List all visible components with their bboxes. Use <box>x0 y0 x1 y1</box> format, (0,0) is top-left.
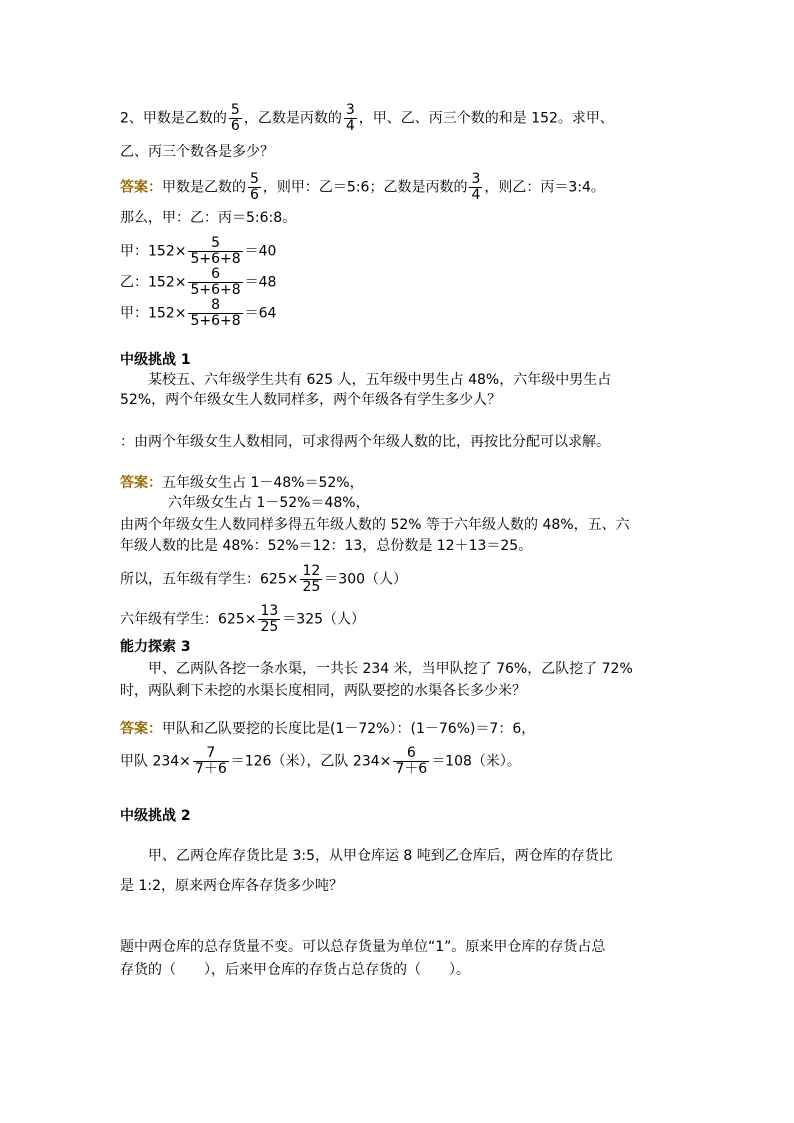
fraction <box>193 746 229 777</box>
numerator: 7 <box>193 746 229 762</box>
fraction <box>300 564 322 595</box>
answer-label: 答案： <box>120 721 162 737</box>
denominator: 7＋6 <box>194 761 227 777</box>
denominator: 4 <box>471 187 481 203</box>
numerator: 13 <box>260 603 279 619</box>
numerator: 5 <box>188 236 242 252</box>
q2-line1 <box>120 103 614 134</box>
fraction <box>393 746 429 777</box>
answer-text: 五年级女生占 1－48%＝52%， <box>162 475 364 491</box>
denominator: 5+6+8 <box>190 251 241 267</box>
s1-answer-line3: 由两个年级女生人数同样多得五年级人数的 52% 等于六年级人数的 48%，五、六 <box>120 517 630 533</box>
answer-label: 答案： <box>120 475 162 491</box>
fraction <box>188 298 242 329</box>
result-prefix: 六年级有学生：625× <box>120 611 257 628</box>
calc-result: ＝64 <box>244 305 277 322</box>
s1-problem-line1: 某校五、六年级学生共有 625 人，五年级中男生占 48%，六年级中男生占 <box>148 372 612 388</box>
answer-text-a: 甲数是乙数的 <box>162 179 246 196</box>
result-value: ＝300（人） <box>324 571 408 588</box>
numerator: 3 <box>471 171 481 187</box>
s1-result-line1 <box>120 564 407 595</box>
result-prefix: 所以，五年级有学生：625× <box>120 571 299 588</box>
s1-problem-line2: 52%，两个年级女生人数同样多，两个年级各有学生多少人？ <box>120 392 502 408</box>
numerator: 6 <box>393 746 429 762</box>
numerator: 6 <box>188 267 242 283</box>
q2-answer-line <box>120 172 605 203</box>
q2-ratio-line: 那么，甲：乙：丙＝5:6:8。 <box>120 210 297 226</box>
numerator: 3 <box>345 102 355 118</box>
fraction <box>188 236 242 267</box>
denominator: 6 <box>230 118 240 134</box>
numerator: 8 <box>188 298 242 314</box>
calc-middle: ＝126（米），乙队 234× <box>230 753 392 770</box>
section-title: 中级挑战 1 <box>120 352 191 368</box>
section-title: 中级挑战 2 <box>120 808 191 824</box>
q2-text-c: ，甲、乙、丙三个数的和是 152。求甲、 <box>358 110 614 127</box>
s2-problem-line1: 甲、乙两队各挖一条水渠，一共长 234 米，当甲队挖了 76%，乙队挖了 72% <box>148 661 633 677</box>
fraction <box>469 172 482 203</box>
q2-line2: 乙、丙三个数各是多少？ <box>120 144 274 160</box>
s2-answer-line2 <box>120 746 521 777</box>
calc-prefix: 甲：152× <box>120 243 187 260</box>
answer-text: 甲队和乙队要挖的长度比是(1－72%）：(1－76%)＝7：6， <box>162 721 536 737</box>
q2-calc-row <box>120 236 276 267</box>
calc-result: ＝48 <box>244 274 277 291</box>
s1-answer-line4: 年级人数的比是 48%：52%＝12：13，总份数是 12＋13＝25。 <box>120 538 533 554</box>
s3-problem-line2: 是 1:2，原来两仓库各存货多少吨？ <box>120 878 343 894</box>
denominator: 5+6+8 <box>190 282 241 298</box>
result-value: ＝325（人） <box>282 611 366 628</box>
numerator: 5 <box>230 102 240 118</box>
s1-result-line2 <box>120 604 365 635</box>
fraction <box>248 172 261 203</box>
calc-prefix: 甲：152× <box>120 305 187 322</box>
fraction <box>344 103 357 134</box>
q2-calc-row <box>120 267 276 298</box>
q2-text-b: ，乙数是丙数的 <box>243 110 342 127</box>
q2-text-a: 2、甲数是乙数的 <box>120 110 227 127</box>
fraction <box>258 604 280 635</box>
s1-answer-line2: 六年级女生占 1－52%＝48%， <box>168 495 370 511</box>
calc-result: ＝108（米）。 <box>431 753 521 770</box>
answer-text-c: ，则乙：丙＝3:4。 <box>484 179 605 196</box>
s2-answer-line1 <box>120 719 535 739</box>
s2-problem-line2: 时，两队剩下未挖的水渠长度相同，两队要挖的水渠各长多少米？ <box>120 683 526 699</box>
s3-hint-line2: 存货的（ ），后来甲仓库的存货占总存货的（ ）。 <box>120 962 470 978</box>
fraction <box>229 103 242 134</box>
calc-prefix: 乙：152× <box>120 274 187 291</box>
denominator: 7＋6 <box>395 761 428 777</box>
denominator: 25 <box>260 619 279 635</box>
denominator: 25 <box>302 579 321 595</box>
s1-answer-line1 <box>120 473 364 493</box>
q2-calc-row <box>120 298 276 329</box>
answer-label: 答案： <box>120 179 162 196</box>
section-title: 能力探索 3 <box>120 639 191 655</box>
denominator: 6 <box>250 187 259 203</box>
s1-hint: ：由两个年级女生人数相同，可求得两个年级人数的比，再按比分配可以求解。 <box>120 434 610 450</box>
answer-text-b: ，则甲：乙＝5:6；乙数是丙数的 <box>262 179 468 196</box>
denominator: 4 <box>345 118 355 134</box>
numerator: 12 <box>302 563 321 579</box>
calc-result: ＝40 <box>244 243 277 260</box>
s3-hint-line1: 题中两仓库的总存货量不变。可以总存货量为单位“1”。原来甲仓库的存货占总 <box>120 939 606 955</box>
fraction <box>188 267 242 298</box>
denominator: 5+6+8 <box>190 313 241 329</box>
numerator: 5 <box>250 171 259 187</box>
s3-problem-line1: 甲、乙两仓库存货比是 3:5，从甲仓库运 8 吨到乙仓库后，两仓库的存货比 <box>148 848 613 864</box>
calc-prefix: 甲队 234× <box>120 753 191 770</box>
